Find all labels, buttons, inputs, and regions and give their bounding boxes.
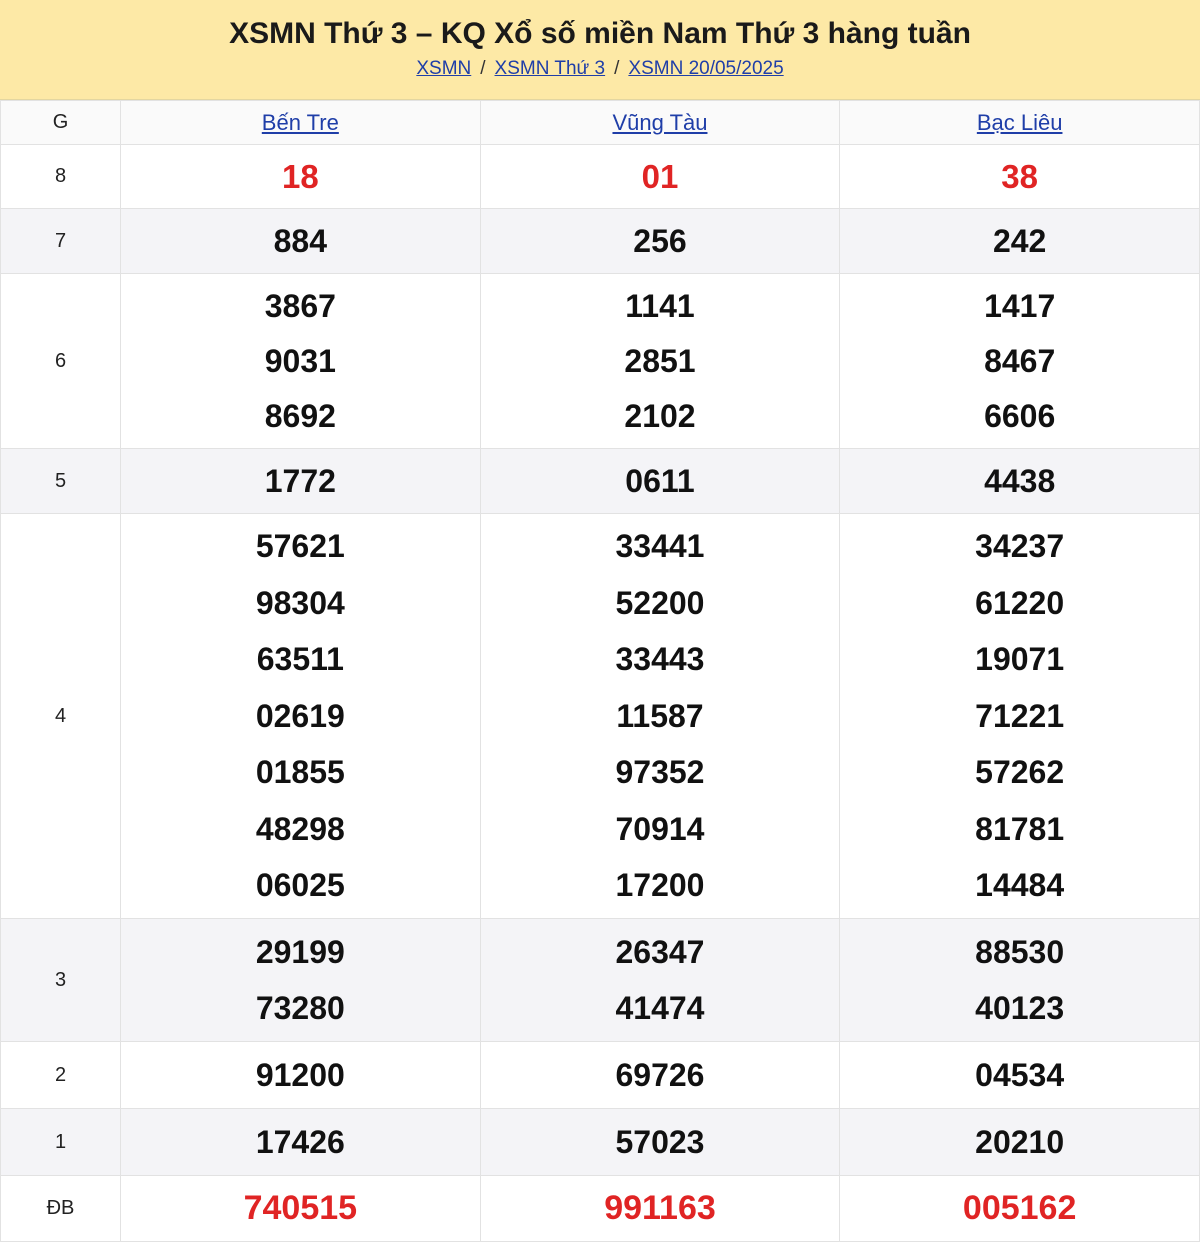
prize-number: 06025 bbox=[255, 867, 345, 904]
prize-number: 14484 bbox=[975, 867, 1065, 904]
page-title: XSMN Thứ 3 – KQ Xổ số miền Nam Thứ 3 hàng tuần bbox=[229, 17, 971, 50]
prize-number: 41474 bbox=[615, 990, 705, 1026]
prize-number: 63511 bbox=[256, 641, 344, 678]
prize-number: 91200 bbox=[255, 1056, 345, 1093]
prize-number: 1141 bbox=[625, 287, 695, 324]
prize-cell bbox=[121, 274, 481, 449]
prize-cell bbox=[840, 145, 1200, 209]
prize-label: 1 bbox=[1, 1109, 121, 1176]
prize-cell bbox=[121, 919, 481, 1042]
prize-label: ĐB bbox=[1, 1176, 121, 1242]
prize-number: 61220 bbox=[975, 584, 1065, 621]
prize-cell bbox=[840, 1042, 1200, 1109]
prize-number: 4438 bbox=[984, 462, 1056, 499]
prize-number: 69726 bbox=[615, 1056, 705, 1093]
prize-cell bbox=[480, 274, 840, 449]
prize-number: 1772 bbox=[264, 462, 336, 499]
table-row bbox=[1, 449, 1200, 514]
prize-cell bbox=[121, 209, 481, 274]
prize-number: 29199 bbox=[255, 933, 345, 970]
prize-cell bbox=[480, 919, 840, 1042]
prize-number: 57262 bbox=[975, 754, 1065, 791]
prize-label: 6 bbox=[1, 274, 121, 449]
prize-number: 73280 bbox=[255, 990, 345, 1026]
prize-number: 02619 bbox=[255, 697, 345, 734]
prize-number: 40123 bbox=[975, 990, 1065, 1026]
prize-cell bbox=[480, 145, 840, 209]
breadcrumb-xsmn-thu-3[interactable]: XSMN Thứ 3 bbox=[494, 58, 606, 79]
breadcrumb-separator: / bbox=[614, 58, 620, 79]
table-row bbox=[1, 919, 1200, 1042]
prize-8-number: 01 bbox=[641, 158, 679, 195]
prize-cell bbox=[840, 1109, 1200, 1176]
table-row bbox=[1, 145, 1200, 209]
special-prize-number: 005162 bbox=[962, 1189, 1077, 1227]
special-prize-number: 991163 bbox=[604, 1189, 716, 1227]
prize-number: 242 bbox=[992, 222, 1047, 259]
prize-label: 4 bbox=[1, 514, 121, 919]
prize-number: 256 bbox=[633, 222, 687, 259]
prize-number: 48298 bbox=[255, 810, 345, 847]
prize-cell bbox=[121, 449, 481, 514]
table-row bbox=[1, 1042, 1200, 1109]
prize-cell bbox=[121, 1109, 481, 1176]
table-header-row bbox=[1, 101, 1200, 145]
prize-number: 81781 bbox=[975, 810, 1065, 847]
prize-label: 8 bbox=[1, 145, 121, 209]
prize-cell bbox=[840, 514, 1200, 919]
col-header-ben-tre bbox=[121, 101, 481, 145]
prize-number: 98304 bbox=[255, 584, 345, 621]
prize-label: 5 bbox=[1, 449, 121, 514]
prize-cell bbox=[121, 1176, 481, 1242]
col-header-bac-lieu bbox=[840, 101, 1200, 145]
prize-number: 17200 bbox=[615, 867, 705, 904]
prize-8-number: 38 bbox=[1001, 158, 1039, 195]
prize-cell bbox=[480, 1109, 840, 1176]
prize-number: 01855 bbox=[255, 754, 345, 791]
prize-number: 04534 bbox=[975, 1056, 1065, 1093]
prize-8-number: 18 bbox=[281, 158, 319, 195]
prize-number: 52200 bbox=[615, 584, 705, 621]
prize-number: 8467 bbox=[984, 342, 1056, 379]
province-link-bac-lieu[interactable]: Bạc Liêu bbox=[976, 109, 1063, 135]
prize-number: 71221 bbox=[975, 697, 1065, 734]
prize-number: 17426 bbox=[255, 1123, 345, 1160]
prize-number: 20210 bbox=[975, 1123, 1065, 1160]
prize-cell bbox=[840, 1176, 1200, 1242]
prize-number: 34237 bbox=[975, 528, 1065, 565]
prize-label: 2 bbox=[1, 1042, 121, 1109]
prize-cell bbox=[840, 449, 1200, 514]
prize-cell bbox=[121, 1042, 481, 1109]
prize-number: 884 bbox=[273, 222, 328, 259]
province-link-ben-tre[interactable]: Bến Tre bbox=[261, 109, 339, 135]
prize-number: 88530 bbox=[975, 933, 1065, 970]
prize-number: 33441 bbox=[615, 528, 705, 565]
prize-number: 57023 bbox=[615, 1123, 705, 1160]
prize-number: 19071 bbox=[975, 641, 1065, 678]
prize-number: 2102 bbox=[624, 397, 696, 434]
province-link-vung-tau[interactable]: Vũng Tàu bbox=[612, 109, 708, 135]
col-header-vung-tau bbox=[480, 101, 840, 145]
prize-number: 1417 bbox=[984, 287, 1056, 324]
col-header-prize: G bbox=[1, 101, 121, 145]
prize-number: 26347 bbox=[615, 933, 705, 970]
prize-number: 8692 bbox=[264, 397, 336, 434]
prize-cell bbox=[840, 274, 1200, 449]
prize-cell bbox=[121, 514, 481, 919]
prize-number: 0611 bbox=[625, 462, 695, 499]
prize-cell bbox=[121, 145, 481, 209]
table-row bbox=[1, 209, 1200, 274]
breadcrumb bbox=[0, 58, 1200, 80]
breadcrumb-xsmn-date[interactable]: XSMN 20/05/2025 bbox=[628, 58, 784, 79]
prize-label: 3 bbox=[1, 919, 121, 1042]
prize-number: 3867 bbox=[264, 287, 336, 324]
page-header bbox=[0, 0, 1200, 100]
results-table bbox=[0, 100, 1200, 1242]
prize-cell bbox=[480, 449, 840, 514]
prize-cell bbox=[480, 1176, 840, 1242]
prize-cell bbox=[840, 209, 1200, 274]
prize-number: 6606 bbox=[984, 397, 1056, 434]
prize-cell bbox=[480, 514, 840, 919]
table-row bbox=[1, 1176, 1200, 1242]
prize-number: 57621 bbox=[255, 528, 345, 565]
breadcrumb-xsmn[interactable]: XSMN bbox=[416, 58, 472, 79]
table-row bbox=[1, 514, 1200, 919]
prize-cell bbox=[480, 1042, 840, 1109]
table-row bbox=[1, 274, 1200, 449]
prize-cell bbox=[840, 919, 1200, 1042]
prize-number: 97352 bbox=[615, 754, 705, 791]
prize-number: 9031 bbox=[264, 342, 336, 379]
prize-number: 33443 bbox=[615, 641, 705, 678]
special-prize-number: 740515 bbox=[243, 1189, 358, 1227]
breadcrumb-separator: / bbox=[480, 58, 486, 79]
prize-cell bbox=[480, 209, 840, 274]
prize-number: 11587 bbox=[616, 697, 704, 734]
prize-label: 7 bbox=[1, 209, 121, 274]
prize-number: 70914 bbox=[615, 810, 705, 847]
prize-number: 2851 bbox=[624, 342, 696, 379]
table-row bbox=[1, 1109, 1200, 1176]
